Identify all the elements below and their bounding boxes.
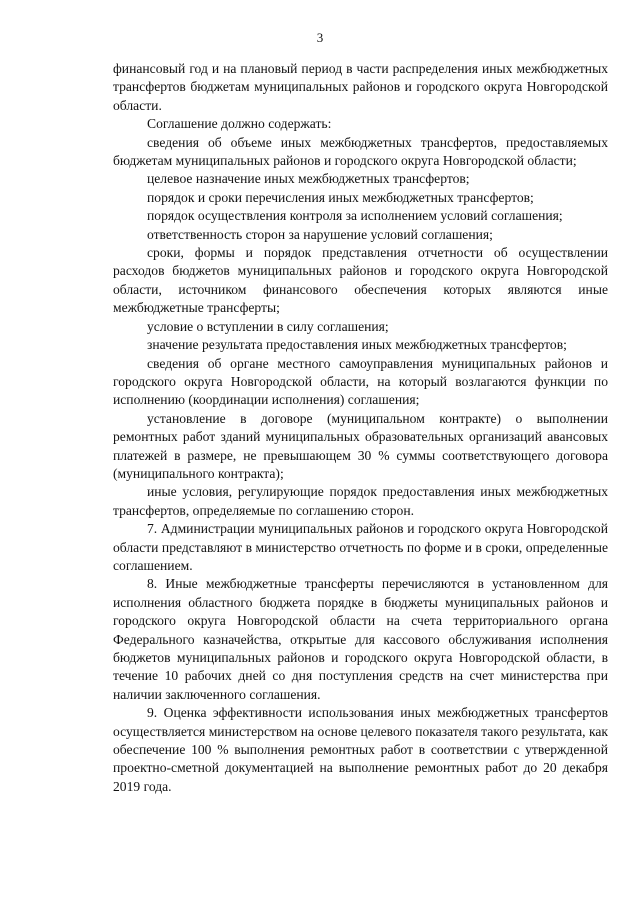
agreement-item-responsible-body: сведения об органе местного самоуправления муниципальных районов и городского округа Новгородской области, на который возлагаются функции по исполнению (координации исполнения) соглашения;	[113, 355, 608, 408]
paragraph-continuation: финансовый год и на плановый период в части распределения иных межбюджетных трансфертов бюджетам муниципальных районов и городского округа Новгородской области.	[113, 61, 608, 113]
agreement-item-control: порядок осуществления контроля за исполнением условий соглашения;	[147, 208, 563, 224]
agreement-item-liability: ответственность сторон за нарушение условий соглашения;	[147, 226, 493, 242]
page-number: 3	[316, 30, 324, 45]
document-body	[113, 60, 608, 796]
agreement-item-volume: сведения об объеме иных межбюджетных трансфертов, предоставляемых бюджетам муниципальных районов и городского округа Новгородской области;	[113, 134, 608, 169]
paragraph-agreement-intro: Соглашение должно содержать:	[147, 116, 332, 132]
agreement-item-entry-into-force: условие о вступлении в силу соглашения;	[147, 318, 389, 334]
agreement-item-advance-payments: установление в договоре (муниципальном контракте) о выполнении ремонтных работ зданий муниципальных образовательных организаций авансовых платежей в размере, не превышающем 30 % суммы соответствующего договора (муниципального контракта);	[113, 410, 608, 481]
agreement-item-purpose: целевое назначение иных межбюджетных трансфертов;	[147, 171, 470, 187]
agreement-item-transfer-terms: порядок и сроки перечисления иных межбюджетных трансфертов;	[147, 189, 534, 205]
agreement-item-other-conditions: иные условия, регулирующие порядок предоставления иных межбюджетных трансфертов, определяемые по соглашению сторон.	[113, 484, 608, 518]
paragraph-section-7: 7. Администрации муниципальных районов и городского округа Новгородской области представляют в министерство отчетность по форме и в сроки, определенные соглашением.	[113, 521, 608, 573]
agreement-item-reporting: сроки, формы и порядок представления отчетности об осуществлении расходов бюджетов муниципальных районов и городского округа Новгородской области, источником финансового обеспечения которых являются иные межбюджетные трансферты;	[113, 245, 608, 316]
paragraph-section-9: 9. Оценка эффективности использования иных межбюджетных трансфертов осуществляется министерством на основе целевого показателя такого результата, как обеспечение 100 % выполнения ремонтных работ в соответствии с утвержденной проектно-сметной документацией на выполнение ремонтных работ до 20 декабря 2019 года.	[113, 705, 608, 794]
agreement-item-result-value: значение результата предоставления иных межбюджетных трансфертов;	[147, 337, 567, 353]
paragraph-section-8: 8. Иные межбюджетные трансферты перечисляются в установленном для исполнения областного бюджета порядке в бюджеты муниципальных районов и городского округа Новгородской области на счета территориального органа Федерального казначейства, открытые для кассового обслуживания исполнения бюджетов муниципальных районов и городского округа Новгородской области, в течение 10 рабочих дней со дня поступления средств на счет министерства при наличии заключенного соглашения.	[113, 576, 608, 702]
